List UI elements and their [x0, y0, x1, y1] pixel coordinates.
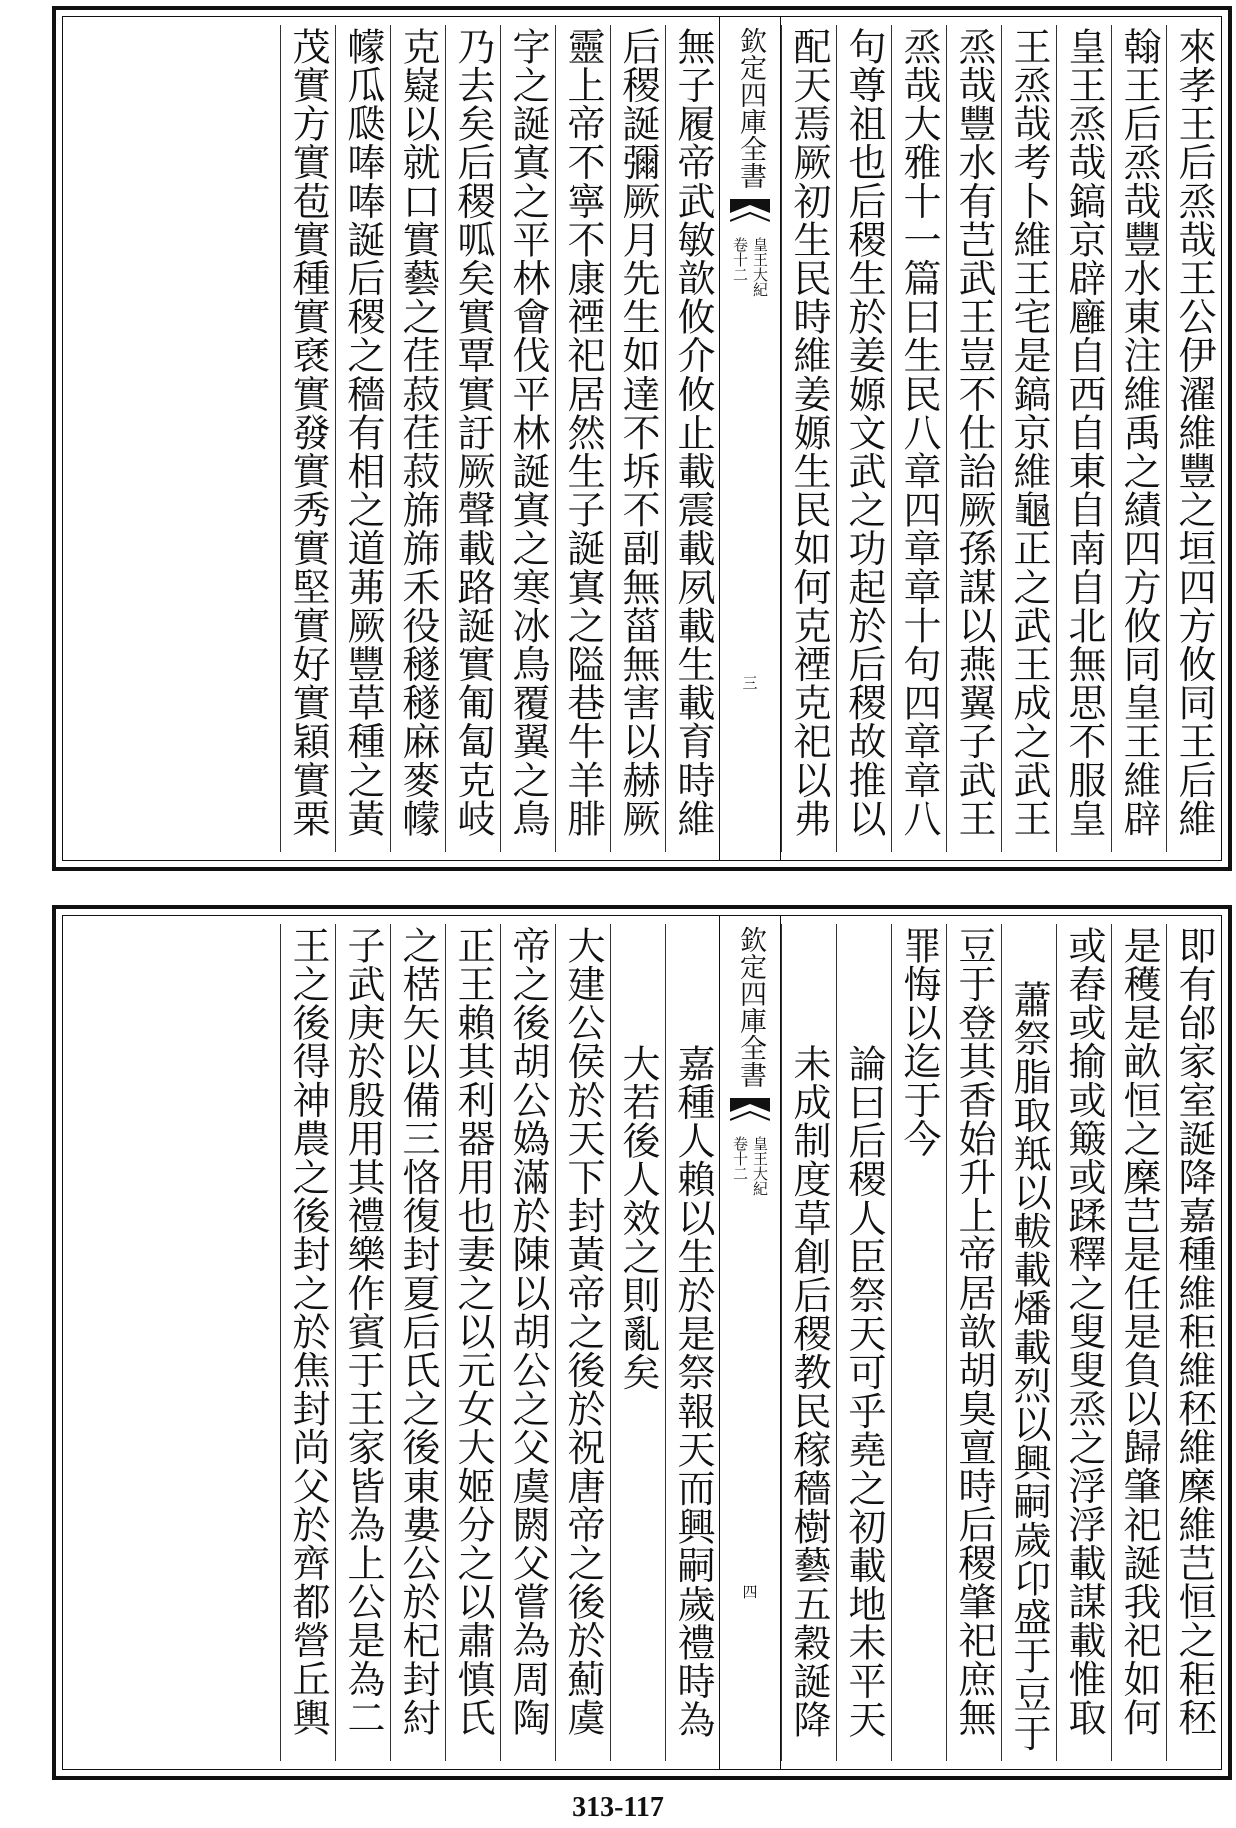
- commentary-column: 未成制度草創后稷教民稼穡樹藝五穀誕降: [781, 924, 836, 1761]
- text-column: 王烝哉考卜維王宅是鎬京維龜正之武王成之武王: [1001, 25, 1056, 852]
- center-fold-column: [719, 916, 781, 1769]
- page-marker: 四: [740, 1584, 759, 1599]
- text-column: 句尊祖也后稷生於姜嫄文武之功起於后稷故推以: [836, 25, 891, 852]
- bottom-page-frame: [62, 915, 1222, 1770]
- volume-label: [731, 1136, 769, 1196]
- text-column: 是穫是畝恒之穈芑是任是負以歸肇祀誕我祀如何: [1111, 924, 1166, 1761]
- top-page-block: [52, 6, 1232, 871]
- page-id: 313-117: [572, 1792, 664, 1823]
- commentary-column: 論曰后稷人臣祭天可乎堯之初載地未平天: [836, 924, 891, 1761]
- text-column: 皇王烝哉鎬京辟廱自西自東自南自北無思不服皇: [1056, 25, 1111, 852]
- volume-label: [731, 237, 769, 297]
- text-column: 字之誕寘之平林會伐平林誕寘之寒冰鳥覆翼之鳥: [500, 25, 555, 852]
- text-column: 靈上帝不寧不康禋祀居然生子誕寘之隘巷牛羊腓: [555, 25, 610, 852]
- text-column: 無子履帝武敏歆攸介攸止載震載夙載生載育時維: [665, 25, 720, 852]
- commentary-column: 大若後人效之則亂矣: [610, 924, 665, 1761]
- volume-section: 皇王大紀: [751, 237, 769, 297]
- text-column: 之楛矢以備三恪復封夏后氏之後東婁公於杞封紂: [390, 924, 445, 1761]
- text-column: 翰王后烝哉豐水東注維禹之績四方攸同皇王維辟: [1111, 25, 1166, 852]
- fish-tail-mark-icon: [730, 1098, 770, 1128]
- text-column: 乃去矣后稷呱矣實覃實訏厥聲載路誕實匍匐克岐: [445, 25, 500, 852]
- text-column: 來孝王后烝哉王公伊濯維豐之垣四方攸同王后維: [1166, 25, 1221, 852]
- top-page-frame: [62, 16, 1222, 861]
- text-column: 烝哉大雅十一篇曰生民八章四章章十句四章章八: [891, 25, 946, 852]
- center-fold-column: [719, 17, 781, 860]
- volume-number: 卷十二: [731, 1136, 749, 1181]
- text-column: 烝哉豐水有芑武王豈不仕詒厥孫謀以燕翼子武王: [946, 25, 1001, 852]
- text-column: 幪瓜瓞唪唪誕后稷之穡有相之道茀厥豐草種之黃: [335, 25, 390, 852]
- page-marker: 三: [740, 675, 759, 690]
- text-column: 子武庚於殷用其禮樂作賓于王家皆為上公是為二: [335, 924, 390, 1761]
- text-column: 克嶷以就口實藝之荏菽荏菽旆旆禾役穟穟麻麥幪: [390, 25, 445, 852]
- book-title: 欽定四庫全書: [735, 926, 766, 1088]
- text-column: 即有邰家室誕降嘉種維秬維秠維穈維芑恒之秬秠: [1166, 924, 1221, 1761]
- text-column: 配天焉厥初生民時維姜嫄生民如何克禋克祀以弗: [781, 25, 836, 852]
- book-title: 欽定四庫全書: [735, 27, 766, 189]
- commentary-column: 嘉種人賴以生於是祭報天而興嗣歲禮時為: [665, 924, 720, 1761]
- text-column: 正王賴其利器用也妻之以元女大姬分之以肅慎氏: [445, 924, 500, 1761]
- volume-number: 卷十二: [731, 237, 749, 282]
- fish-tail-mark-icon: [730, 199, 770, 229]
- text-column: 后稷誕彌厥月先生如達不坼不副無菑無害以赫厥: [610, 25, 665, 852]
- volume-section: 皇王大紀: [751, 1136, 769, 1196]
- text-column: 或舂或揄或簸或蹂釋之叟叟烝之浮浮載謀載惟取: [1056, 924, 1111, 1761]
- text-column: 蕭祭脂取羝以軷載燔載烈以興嗣歲卬盛于豆于: [1001, 924, 1056, 1761]
- text-column: 大建公侯於天下封黃帝之後於祝唐帝之後於薊虞: [555, 924, 610, 1761]
- text-column: 王之後得神農之後封之於焦封尚父於齊都營丘輿: [280, 924, 335, 1761]
- text-column: 帝之後胡公媯滿於陳以胡公之父虞閼父嘗為周陶: [500, 924, 555, 1761]
- text-column: 茂實方實苞實種實褎實發實秀實堅實好實穎實栗: [280, 25, 335, 852]
- text-column: 豆于登其香始升上帝居歆胡臭亶時后稷肇祀庶無: [946, 924, 1001, 1761]
- text-column: 罪悔以迄于今: [891, 924, 946, 1761]
- bottom-page-block: [52, 905, 1232, 1780]
